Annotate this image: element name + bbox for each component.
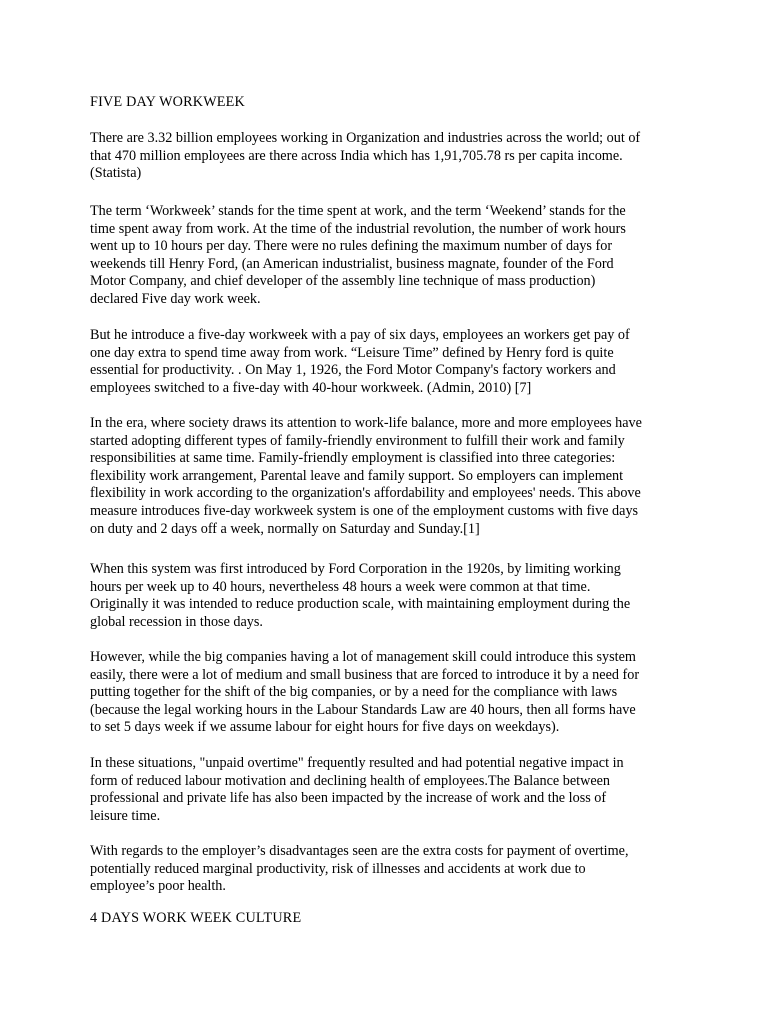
p8-line-3: employee’s poor health. <box>90 878 226 895</box>
p1-line-1: There are 3.32 billion employees working in Organization and industries across the world; out of <box>90 130 641 146</box>
p4-line-5: flexibility in work according to the organization's affordability and employees' needs. This above <box>90 485 641 502</box>
paragraph-7 <box>90 755 690 825</box>
p8-line-1: With regards to the employer’s disadvantages seen are the extra costs for payment of overtime, <box>90 843 629 859</box>
p3-line-2: one day extra to spend time away from work. “Leisure Time” defined by Henry ford is quite <box>90 344 614 361</box>
paragraph-1 <box>90 130 690 183</box>
p4-line-3: responsibilities at same time. Family-friendly employment is classified into three categories: <box>90 450 616 467</box>
p5-line-3: Originally it was intended to reduce production scale, with maintaining employment during the <box>90 596 631 613</box>
p7-line-2: form of reduced labour motivation and declining health of employees.The Balance between <box>90 772 611 789</box>
p7-line-4: leisure time. <box>90 807 161 824</box>
p5-line-2: hours per week up to 40 hours, nevertheless 48 hours a week were common at that time. <box>90 578 591 595</box>
paragraph-8 <box>90 843 690 896</box>
p3-line-4: employees switched to a five-day with 40-hour workweek. (Admin, 2010) [7] <box>90 379 532 396</box>
p2-line-2: time spent away from work. At the time of the industrial revolution, the number of work hours <box>90 220 626 237</box>
p2-line-5: Motor Company, and chief developer of the assembly line technique of mass production) <box>90 273 596 290</box>
p1-line-3: (Statista) <box>90 165 142 182</box>
p3-line-1: But he introduce a five-day workweek with a pay of six days, employees an workers get pay of <box>90 327 630 343</box>
p3-line-3: essential for productivity. . On May 1, 1926, the Ford Motor Company's factory workers and <box>90 362 616 379</box>
paragraph-3 <box>90 327 690 397</box>
paragraph-5 <box>90 561 690 631</box>
p5-line-4: global recession in those days. <box>90 613 263 630</box>
heading-4-days-work-week-culture: 4 DAYS WORK WEEK CULTURE <box>90 910 302 926</box>
paragraph-2 <box>90 203 690 309</box>
p4-line-1: In the era, where society draws its attention to work-life balance, more and more employees have <box>90 415 642 431</box>
heading-five-day-workweek: FIVE DAY WORKWEEK <box>90 94 245 110</box>
p1-line-2: that 470 million employees are there across India which has 1,91,705.78 rs per capita income. <box>90 147 623 164</box>
p6-line-3: putting together for the shift of the big companies, or by a need for the compliance with laws <box>90 684 618 701</box>
p4-line-2: started adopting different types of family-friendly environment to fulfill their work and family <box>90 432 625 449</box>
p6-line-2: easily, there were a lot of medium and small business that are forced to introduce it by a need for <box>90 666 640 683</box>
paragraph-6 <box>90 649 690 737</box>
p6-line-1: However, while the big companies having a lot of management skill could introduce this system <box>90 649 636 665</box>
p6-line-4: (because the legal working hours in the Labour Standards Law are 40 hours, then all forms have <box>90 701 636 718</box>
p2-line-6: declared Five day work week. <box>90 290 261 307</box>
p4-line-4: flexibility work arrangement, Parental leave and family support. So employers can implement <box>90 467 624 484</box>
p4-line-6: measure introduces five-day workweek system is one of the employment customs with five days <box>90 502 639 519</box>
p5-line-1: When this system was first introduced by Ford Corporation in the 1920s, by limiting working <box>90 561 621 577</box>
p2-line-3: went up to 10 hours per day. There were no rules defining the maximum number of days for <box>90 238 613 255</box>
p6-line-5: to set 5 days week if we assume labour for eight hours for five days on weekdays). <box>90 719 560 736</box>
p2-line-1: The term ‘Workweek’ stands for the time spent at work, and the term ‘Weekend’ stands for the <box>90 203 626 219</box>
p7-line-1: In these situations, "unpaid overtime" frequently resulted and had potential negative impact in <box>90 755 624 771</box>
p8-line-2: potentially reduced marginal productivity, risk of illnesses and accidents at work due to <box>90 860 586 877</box>
p4-line-7: on duty and 2 days off a week, normally on Saturday and Sunday.[1] <box>90 520 480 537</box>
paragraph-4 <box>90 415 690 538</box>
p2-line-4: weekends till Henry Ford, (an American industrialist, business magnate, founder of the Ford <box>90 255 614 272</box>
p7-line-3: professional and private life has also been impacted by the increase of work and the loss of <box>90 790 607 807</box>
